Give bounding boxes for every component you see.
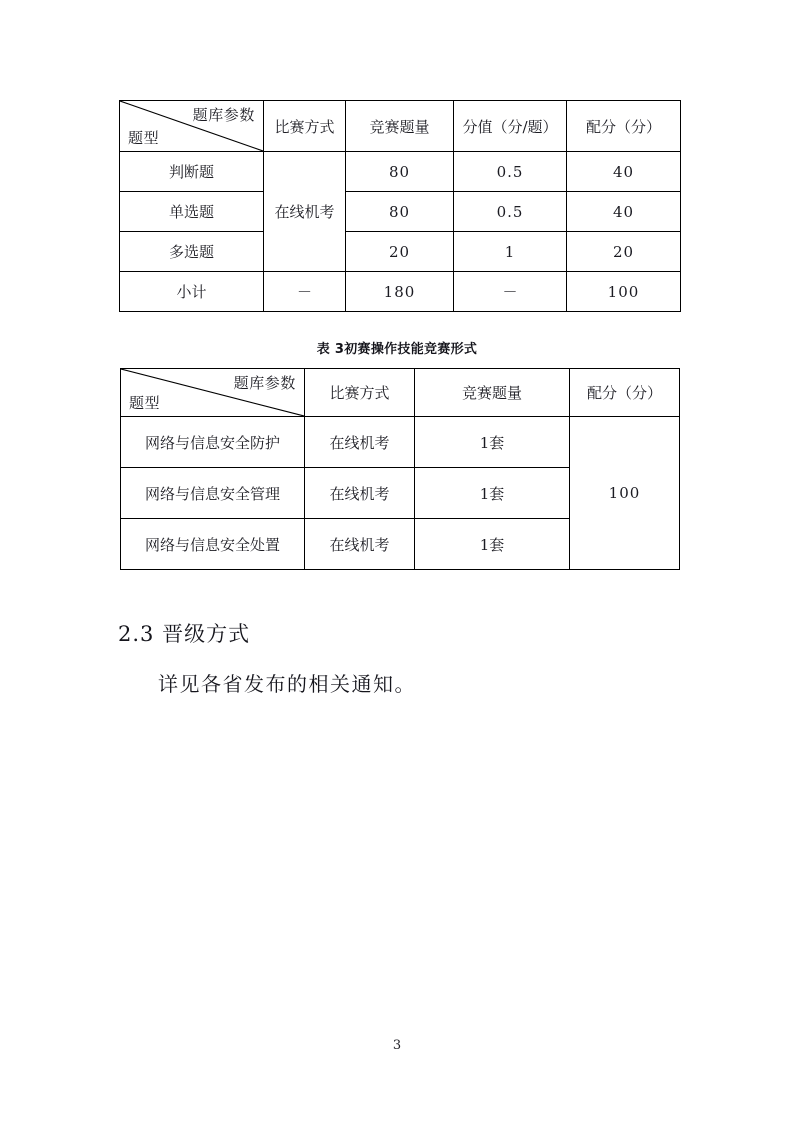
column-header-count: 竞赛题量 bbox=[415, 369, 570, 417]
diagonal-header-cell bbox=[120, 101, 264, 152]
cell-question-count: 180 bbox=[346, 272, 454, 312]
table3-caption: 表 3初赛操作技能竞赛形式 bbox=[316, 342, 478, 357]
table-total-row bbox=[120, 272, 681, 312]
cell-exam-mode: 在线机考 bbox=[305, 519, 415, 570]
cell-question-points: 40 bbox=[567, 152, 681, 192]
cell-points-merged: 100 bbox=[570, 417, 680, 570]
cell-question-count: 1套 bbox=[415, 417, 570, 468]
cell-question-count: 80 bbox=[346, 192, 454, 232]
cell-question-points: 20 bbox=[567, 232, 681, 272]
skill-form-table bbox=[120, 368, 680, 570]
column-header-value: 分值（分/题） bbox=[454, 101, 567, 152]
header-type-label: 题型 bbox=[128, 129, 160, 147]
cell-skill-module: 网络与信息安全管理 bbox=[121, 468, 305, 519]
column-header-count: 竞赛题量 bbox=[346, 101, 454, 152]
cell-question-type: 判断题 bbox=[120, 152, 264, 192]
page-number: 3 bbox=[392, 1038, 402, 1053]
cell-question-count: 20 bbox=[346, 232, 454, 272]
cell-question-value: － bbox=[454, 272, 567, 312]
cell-question-count: 1套 bbox=[415, 468, 570, 519]
table-header-row bbox=[121, 369, 680, 417]
cell-exam-mode-merged: 在线机考 bbox=[264, 152, 346, 272]
cell-question-value: 1 bbox=[454, 232, 567, 272]
cell-question-points: 100 bbox=[567, 272, 681, 312]
cell-skill-module: 网络与信息安全防护 bbox=[121, 417, 305, 468]
header-param-label: 题库参数 bbox=[192, 106, 255, 124]
cell-question-value: 0.5 bbox=[454, 152, 567, 192]
table-row bbox=[121, 417, 680, 468]
section-heading: 2.3 晋级方式 bbox=[118, 622, 251, 646]
column-header-mode: 比赛方式 bbox=[264, 101, 346, 152]
exam-form-table bbox=[119, 100, 681, 312]
column-header-points: 配分（分） bbox=[567, 101, 681, 152]
cell-exam-mode: 在线机考 bbox=[305, 417, 415, 468]
table-header-row bbox=[120, 101, 681, 152]
table-row bbox=[120, 152, 681, 192]
section-paragraph: 详见各省发布的相关通知。 bbox=[158, 672, 416, 696]
cell-question-points: 40 bbox=[567, 192, 681, 232]
cell-question-type: 多选题 bbox=[120, 232, 264, 272]
table-row bbox=[120, 192, 681, 232]
diagonal-header-cell bbox=[121, 369, 305, 417]
cell-question-type: 单选题 bbox=[120, 192, 264, 232]
header-param-label: 题库参数 bbox=[233, 374, 296, 392]
cell-question-type: 小计 bbox=[120, 272, 264, 312]
cell-question-count: 1套 bbox=[415, 519, 570, 570]
cell-skill-module: 网络与信息安全处置 bbox=[121, 519, 305, 570]
column-header-mode: 比赛方式 bbox=[305, 369, 415, 417]
header-type-label: 题型 bbox=[129, 394, 161, 412]
table-row bbox=[120, 232, 681, 272]
cell-exam-mode: － bbox=[264, 272, 346, 312]
column-header-points: 配分（分） bbox=[570, 369, 680, 417]
cell-question-value: 0.5 bbox=[454, 192, 567, 232]
cell-exam-mode: 在线机考 bbox=[305, 468, 415, 519]
cell-question-count: 80 bbox=[346, 152, 454, 192]
